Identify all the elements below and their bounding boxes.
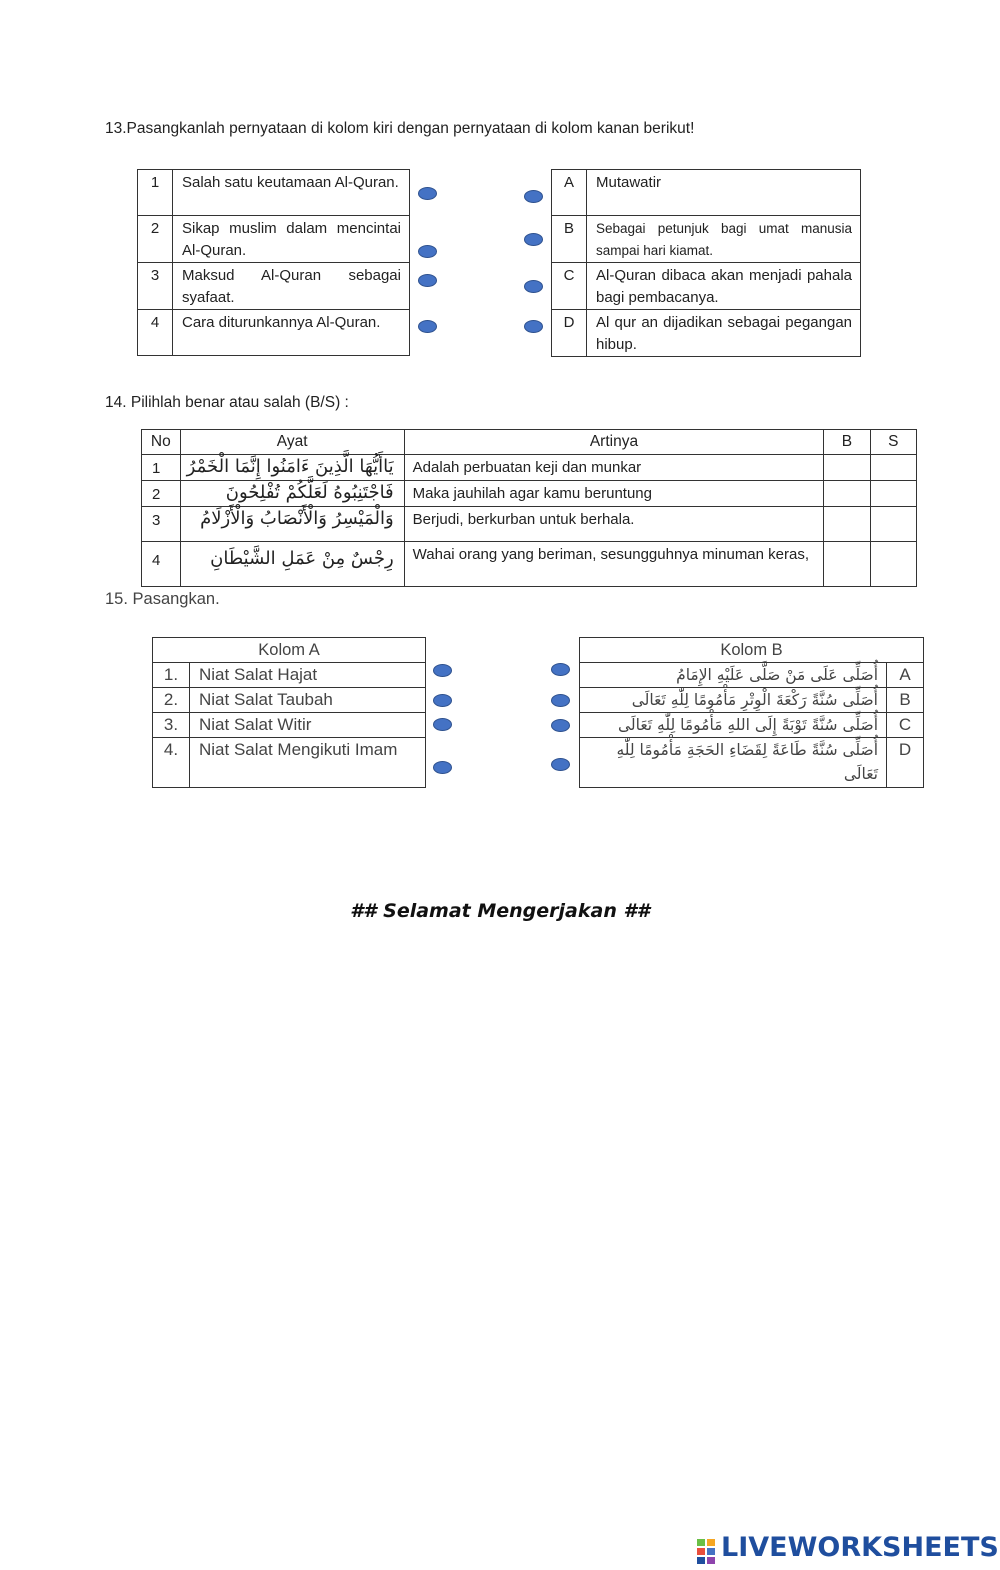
q13-right-match-dot-a[interactable] [524,190,543,203]
closing-message: ## Selamat Mengerjakan ## [350,900,650,922]
kolom-b-item: أُصَلِّى سُنَّةً تَوْبَةً إِلَى اللهِ مَأْمُومًا لِلّٰهِ تَعَالَى [580,713,887,738]
kolom-a-item: Niat Salat Witir [190,713,426,738]
q13-left-match-dot-2[interactable] [418,245,437,258]
q15-right-match-dot-d[interactable] [551,758,570,771]
q13-right-table [551,169,861,357]
kolom-b-item: أُصَلِّى عَلَى مَنْ صَلَّى عَلَيْهِ الإِمَامُ [580,663,887,688]
col-header-ayat: Ayat [180,430,404,455]
q13-right-letter: C [552,263,587,310]
table-row [142,481,917,507]
row-artinya: Wahai orang yang beriman, sesungguhnya minuman keras, [404,542,824,587]
kolom-a-num: 2. [153,688,190,713]
q15-left-match-dot-1[interactable] [433,664,452,677]
kolom-b-letter: A [887,663,924,688]
q13-left-match-dot-1[interactable] [418,187,437,200]
kolom-a-header: Kolom A [153,638,426,663]
col-header-b: B [824,430,870,455]
kolom-b-item: أُصَلِّى سُنَّةً رَكْعَةَ الْوِتْرِ مَأْمُومًا لِلّٰهِ تَعَالَى [580,688,887,713]
q15-right-match-dot-c[interactable] [551,719,570,732]
row-no: 3 [142,507,181,542]
q13-right-letter: B [552,216,587,263]
col-header-no: No [142,430,181,455]
kolom-b-letter: B [887,688,924,713]
q15-right-match-dot-a[interactable] [551,663,570,676]
q15-right-match-dot-b[interactable] [551,694,570,707]
liveworksheets-logo [697,1532,999,1565]
col-header-s: S [870,430,916,455]
q13-left-match-dot-3[interactable] [418,274,437,287]
q13-right-match-dot-c[interactable] [524,280,543,293]
q15-kolom-a-table [152,637,426,788]
q14-true-false-table [141,429,917,587]
row-ayat: يَاأَيُّهَا الَّذِينَ ءَامَنُوا إِنَّمَا الْخَمْرُ [180,455,404,481]
table-row [142,455,917,481]
kolom-b-letter: D [887,738,924,788]
q13-left-num: 2 [138,216,173,263]
q13-right-letter: A [552,170,587,216]
q13-left-num: 4 [138,310,173,356]
kolom-a-num: 4. [153,738,190,788]
q13-right-statement: Sebagai petunjuk bagi umat manusia sampai hari kiamat. [587,216,861,263]
answer-box-b[interactable] [824,507,870,542]
q13-left-table [137,169,410,356]
q13-right-match-dot-b[interactable] [524,233,543,246]
table-row [142,507,917,542]
q13-right-statement: Al qur an dijadikan sebagai pegangan hibup. [587,310,861,357]
answer-box-b[interactable] [824,481,870,507]
q13-right-statement: Mutawatir [587,170,861,216]
row-no: 2 [142,481,181,507]
kolom-a-num: 1. [153,663,190,688]
row-artinya: Maka jauhilah agar kamu beruntung [404,481,824,507]
row-ayat: فَاجْتَنِبُوهُ لَعَلَّكُمْ تُفْلِحُونَ [180,481,404,507]
q13-left-match-dot-4[interactable] [418,320,437,333]
kolom-a-item: Niat Salat Hajat [190,663,426,688]
kolom-a-item: Niat Salat Mengikuti Imam [190,738,426,788]
liveworksheets-mark-icon [697,1539,717,1565]
answer-box-b[interactable] [824,542,870,587]
row-no: 1 [142,455,181,481]
q15-left-match-dot-3[interactable] [433,718,452,731]
q13-left-num: 1 [138,170,173,216]
brand-name: LIVEWORKSHEETS [721,1532,999,1563]
answer-box-s[interactable] [870,481,916,507]
row-artinya: Berjudi, berkurban untuk berhala. [404,507,824,542]
q13-right-match-dot-d[interactable] [524,320,543,333]
kolom-a-num: 3. [153,713,190,738]
q13-right-statement: Al-Quran dibaca akan menjadi pahala bagi pembacanya. [587,263,861,310]
q15-kolom-b-table [579,637,924,788]
q13-right-letter: D [552,310,587,357]
answer-box-s[interactable] [870,542,916,587]
row-ayat: رِجْسٌ مِنْ عَمَلِ الشَّيْطَانِ [180,542,404,587]
answer-box-s[interactable] [870,507,916,542]
q15-left-match-dot-4[interactable] [433,761,452,774]
kolom-b-item: أُصَلِّى سُنَّةً طَاعَةً لِقَضَاءِ الحَجَةِ مَأْمُومًا لِلّٰهِ تَعَالَى [580,738,887,788]
table-row [142,542,917,587]
answer-box-b[interactable] [824,455,870,481]
q13-left-statement: Salah satu keutamaan Al-Quran. [173,170,410,216]
question-15-title: 15. Pasangkan. [105,590,220,608]
row-artinya: Adalah perbuatan keji dan munkar [404,455,824,481]
kolom-b-letter: C [887,713,924,738]
row-ayat: وَالْمَيْسِرُ وَالْأَنْصَابُ وَالْأَزْلَامُ [180,507,404,542]
q15-left-match-dot-2[interactable] [433,694,452,707]
row-no: 4 [142,542,181,587]
question-14-title: 14. Pilihlah benar atau salah (B/S) : [105,394,349,411]
q13-left-num: 3 [138,263,173,310]
question-13-title: 13.Pasangkanlah pernyataan di kolom kiri dengan pernyataan di kolom kanan berikut! [105,120,695,137]
col-header-artinya: Artinya [404,430,824,455]
answer-box-s[interactable] [870,455,916,481]
q13-left-statement: Cara diturunkannya Al-Quran. [173,310,410,356]
kolom-a-item: Niat Salat Taubah [190,688,426,713]
kolom-b-header: Kolom B [580,638,924,663]
q13-left-statement: Maksud Al-Quran sebagai syafaat. [173,263,410,310]
q13-left-statement: Sikap muslim dalam mencintai Al-Quran. [173,216,410,263]
